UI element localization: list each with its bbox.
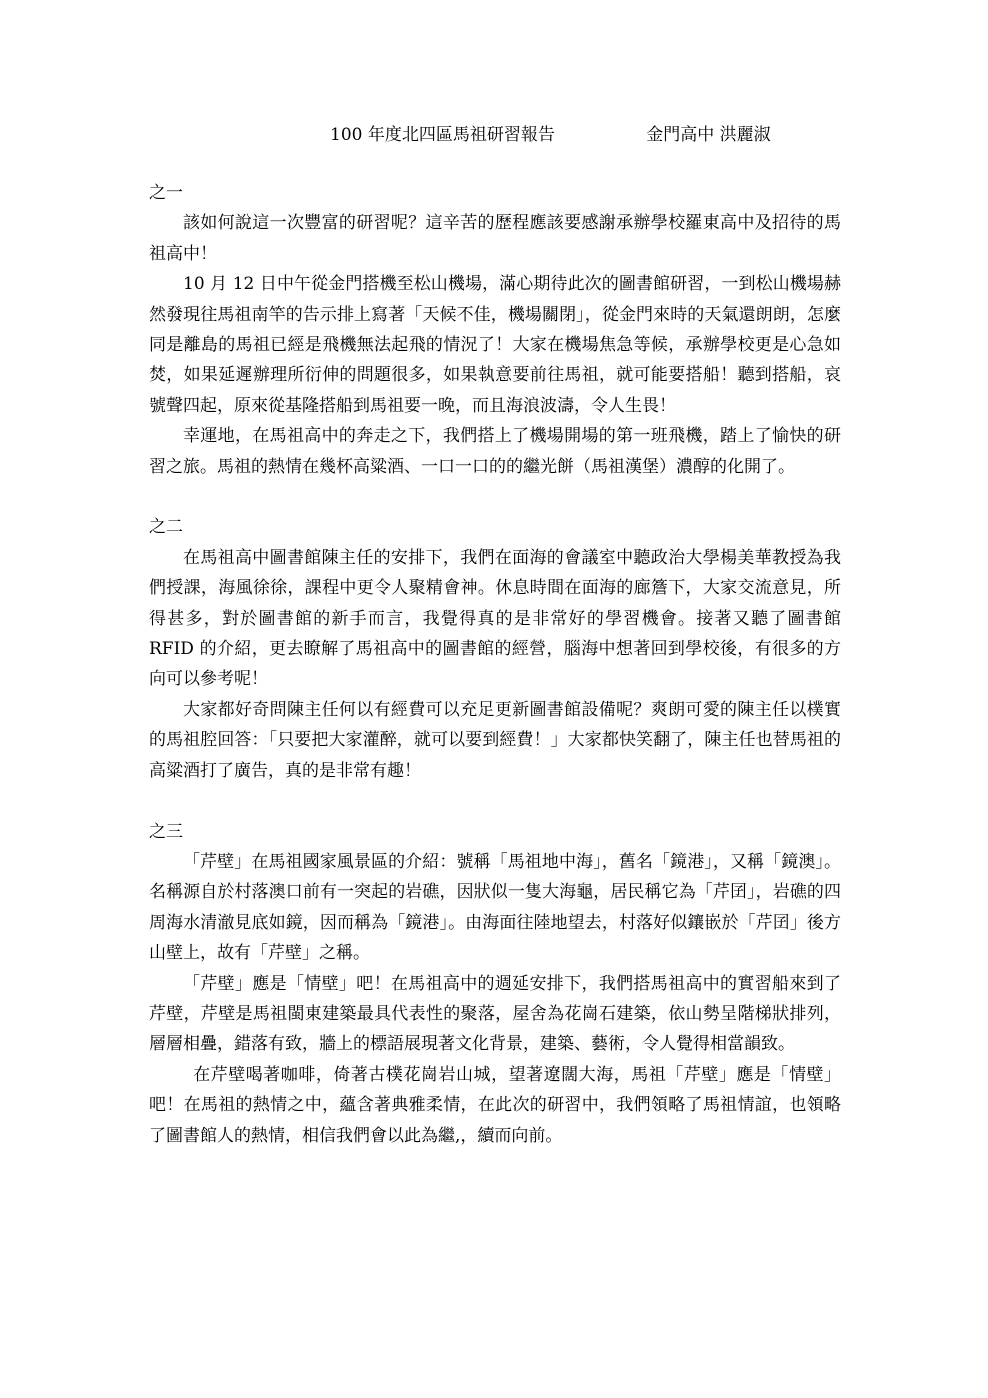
report-header: [330, 122, 850, 148]
section-1: [149, 178, 841, 482]
section-heading: 之三: [149, 821, 183, 842]
paragraph: 「芹壁」在馬祖國家風景區的介紹：號稱「馬祖地中海」，舊名「鏡港」，又稱「鏡澳」。名稱源自於村落澳口前有一突起的岩礁，因狀似一隻大海龜，居民稱它為「芹囝」，岩礁的四周海水清澈見底如鏡，因而稱為「鏡港」。由海面往陸地望去，村落好似鑲嵌於「芹囝」後方山壁上，故有「芹壁」之稱。: [149, 851, 841, 964]
paragraph: 大家都好奇問陳主任何以有經費可以充足更新圖書館設備呢？爽朗可愛的陳主任以樸實的馬祖腔回答：「只要把大家灌醉，就可以要到經費！」大家都快笑翻了，陳主任也替馬祖的高粱酒打了廣告，真的是非常有趣！: [149, 699, 841, 781]
paragraph: 幸運地，在馬祖高中的奔走之下，我們搭上了機場開場的第一班飛機，踏上了愉快的研習之旅。馬祖的熱情在幾杯高粱酒、一口一口的的繼光餅（馬祖漢堡）濃醇的化開了。: [149, 426, 841, 477]
section-gap: [149, 482, 841, 512]
report-title: 100 年度北四區馬祖研習報告: [330, 125, 555, 145]
paragraph: 在馬祖高中圖書館陳主任的安排下，我們在面海的會議室中聽政治大學楊美華教授為我們授課，海風徐徐，課程中更令人聚精會神。休息時間在面海的廊簷下，大家交流意見，所得甚多，對於圖書館的新手而言，我覺得真的是非常好的學習機會。接著又聽了圖書館 RFID 的介紹，更去瞭解了馬祖高中的圖書館的經營，腦海中想著回到學校後，有很多的方向可以參考呢！: [149, 547, 841, 690]
report-author: 金門高中 洪麗淑: [646, 125, 771, 145]
section-heading: 之一: [149, 183, 183, 203]
paragraph: 「芹壁」應是「情壁」吧！在馬祖高中的週延安排下，我們搭馬祖高中的實習船來到了芹壁，芹壁是馬祖閩東建築最具代表性的聚落，屋舍為花崗石建築，依山勢呈階梯狀排列，層層相疊，錯落有致，牆上的標語展現著文化背景，建築、藝術，令人覺得相當韻致。: [149, 973, 841, 1055]
section-heading: 之二: [149, 517, 183, 538]
paragraph: 10 月 12 日中午從金門搭機至松山機場，滿心期待此次的圖書館研習，一到松山機場赫然發現往馬祖南竿的告示排上寫著「天候不佳，機場關閉」，從金門來時的天氣還朗朗，怎麼同是離島的馬祖已經是飛機無法起飛的情況了！大家在機場焦急等候，承辦學校更是心急如焚，如果延遲辦理所衍伸的問題很多，如果執意要前往馬祖，就可能要搭船！聽到搭船，哀號聲四起，原來從基隆搭船到馬祖要一晚，而且海浪波濤，令人生畏！: [149, 274, 841, 416]
section-2: [149, 512, 841, 786]
paragraph: 該如何說這一次豐富的研習呢？這辛苦的歷程應該要感謝承辦學校羅東高中及招待的馬祖高中！: [149, 213, 841, 264]
section-gap: [149, 786, 841, 816]
paragraph: 在芹壁喝著咖啡，倚著古樸花崗岩山城，望著遼闊大海，馬祖「芹壁」應是「情壁」吧！在馬祖的熱情之中，蘊含著典雅柔情，在此次的研習中，我們領略了馬祖情誼，也領略了圖書館人的熱情，相信我們會以此為繼,，續而向前。: [149, 1064, 841, 1146]
section-3: [149, 817, 841, 1151]
report-body: [149, 178, 841, 1151]
